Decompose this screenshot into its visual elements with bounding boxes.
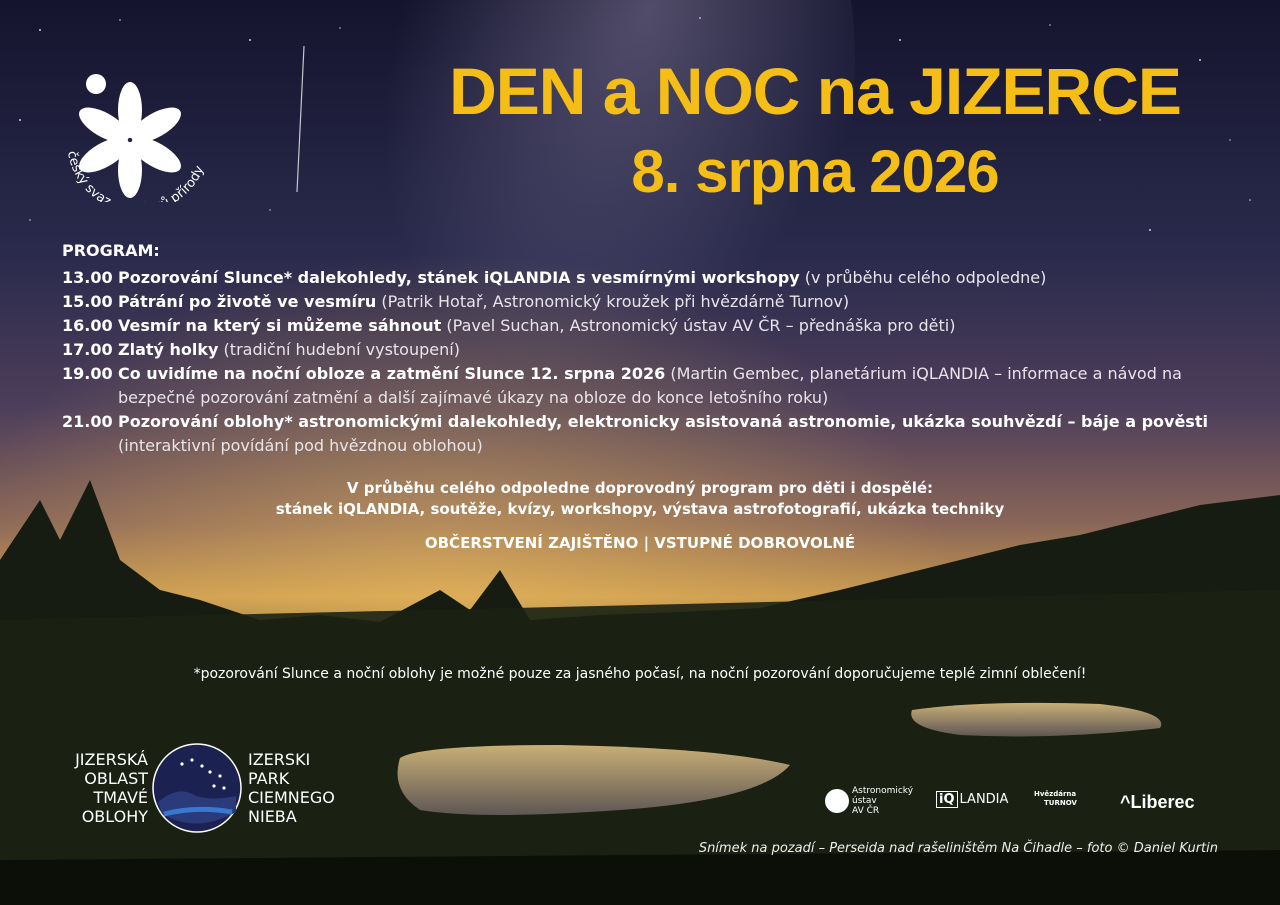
program-desc: (v průběhu celého odpoledne) <box>799 268 1047 287</box>
iqlandia-logo: iQ LANDIA <box>936 794 1008 806</box>
program-title: Pátrání po životě ve vesmíru <box>118 292 377 311</box>
refreshment-info: OBČERSTVENÍ ZAJIŠTĚNO | VSTUPNÉ DOBROVOLNÉ <box>424 534 856 552</box>
partner-logos <box>822 784 1232 824</box>
program-item <box>62 410 1252 458</box>
program-time: 15.00 <box>62 292 113 311</box>
program-title: Zlatý holky <box>118 340 219 359</box>
program-item <box>62 338 1252 362</box>
program-desc: (tradiční hudební vystoupení) <box>218 340 460 359</box>
photo-credit: Snímek na pozadí – Perseida nad rašeliništěm Na Čihadle – foto © Daniel Kurtin <box>698 841 1218 856</box>
asu-name: Astronomický ústav AV ČR <box>852 786 914 816</box>
asu-abbr: asu <box>828 799 846 809</box>
event-title: DEN a NOC na JIZERCE <box>449 54 1181 128</box>
program-title: Pozorování oblohy* astronomickými dalekohledy, elektronicky asistovaná astronomie, ukázka souhvězdí – báje a pověsti <box>118 412 1208 431</box>
program-desc: (Pavel Suchan, Astronomický ústav AV ČR – přednáška pro děti) <box>441 316 956 335</box>
program-list <box>62 266 1252 458</box>
program-time: 21.00 <box>62 412 113 431</box>
event-date: 8. srpna 2026 <box>631 138 999 205</box>
program-heading: PROGRAM: <box>62 241 160 260</box>
dark-sky-name-cz: JIZERSKÁ OBLAST TMAVÉ OBLOHY <box>75 750 148 826</box>
program-desc: (interaktivní povídání pod hvězdnou oblohou) <box>118 436 483 455</box>
program-item <box>62 362 1252 410</box>
program-time: 19.00 <box>62 364 113 383</box>
dark-sky-name-pl: IZERSKI PARK CIEMNEGO NIEBA <box>248 750 335 826</box>
program-title: Vesmír na který si můžeme sáhnout <box>118 316 442 335</box>
program-item <box>62 290 1252 314</box>
organizer-logo <box>58 62 238 202</box>
dark-sky-park-logo <box>60 742 360 834</box>
dove-flower-icon <box>58 62 238 202</box>
program-desc: (Patrik Hotař, Astronomický kroužek při hvězdárně Turnov) <box>376 292 850 311</box>
program-title: Pozorování Slunce* dalekohledy, stánek iQLANDIA s vesmírnými workshopy <box>118 268 800 287</box>
turnov-observatory-logo: Hvězdárna TURNOV <box>1034 790 1077 807</box>
program-time: 17.00 <box>62 340 113 359</box>
program-item <box>62 314 1252 338</box>
program-title: Co uvidíme na noční obloze a zatmění Slunce 12. srpna 2026 <box>118 364 666 383</box>
weather-note: *pozorování Slunce a noční oblohy je možné pouze za jasného počasí, na noční pozorování doporučujeme teplé zimní oblečení! <box>193 666 1087 682</box>
program-time: 16.00 <box>62 316 113 335</box>
liberec-logo: ^Liberec <box>1120 792 1195 812</box>
side-program-heading: V průběhu celého odpoledne doprovodný program pro děti i dospělé: <box>346 479 934 497</box>
side-program <box>0 478 1280 520</box>
side-program-list: stánek iQLANDIA, soutěže, kvízy, workshopy, výstava astrofotografií, ukázka techniky <box>275 500 1005 518</box>
program-desc: (Martin Gembec, planetárium iQLANDIA – informace a návod na bezpečné pozorování zatmění a další zajímavé úkazy na obloze do konce letošního roku) <box>118 364 1182 407</box>
program-item <box>62 266 1252 290</box>
program-time: 13.00 <box>62 268 113 287</box>
dark-sky-park-icon <box>152 742 242 834</box>
organizer-name: český svaz přírody <box>63 149 208 202</box>
